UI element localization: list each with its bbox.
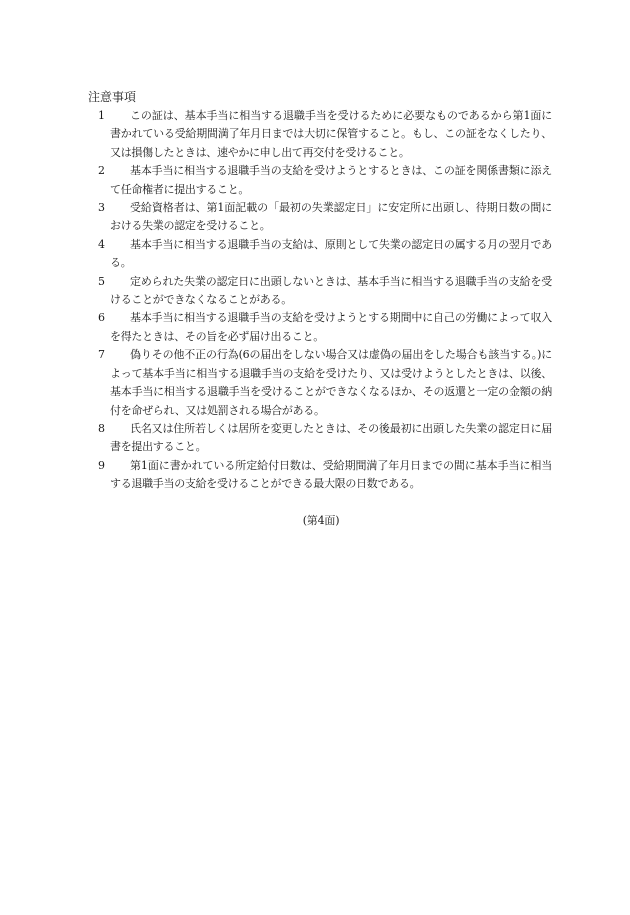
note-item-8 bbox=[88, 420, 552, 457]
note-number: 4 bbox=[98, 237, 105, 251]
notes-heading: 注意事項 bbox=[88, 90, 137, 104]
note-text: 第1面に書かれている所定給付日数は、受給期間満了年月日までの間に基本手当に相当する退職手当の支給を受けることができる最大限の日数である。 bbox=[110, 458, 552, 491]
note-item-3 bbox=[88, 199, 552, 236]
note-number: 6 bbox=[98, 311, 105, 325]
note-text: 基本手当に相当する退職手当の支給を受けようとするときは、この証を関係書類に添えて任命権者に提出すること。 bbox=[110, 164, 552, 196]
note-text: 氏名又は住所若しくは居所を変更したときは、その後最初に出頭した失業の認定日に届書を提出すること。 bbox=[110, 421, 552, 454]
note-number: 1 bbox=[98, 109, 105, 122]
note-number: 8 bbox=[98, 421, 105, 435]
notes-list bbox=[88, 107, 552, 494]
note-number: 7 bbox=[98, 348, 105, 362]
note-text: 定められた失業の認定日に出頭しないときは、基本手当に相当する退職手当の支給を受けることができなくなることがある。 bbox=[110, 274, 552, 307]
document-body bbox=[88, 88, 552, 494]
note-text: 受給資格者は、第1面記載の「最初の失業認定日」に安定所に出頭し、待期日数の間における失業の認定を受けること。 bbox=[110, 201, 552, 233]
note-item-9 bbox=[88, 457, 552, 494]
note-number: 9 bbox=[98, 458, 105, 472]
note-item-5 bbox=[88, 273, 552, 310]
note-item-7 bbox=[88, 346, 552, 420]
note-number: 5 bbox=[98, 274, 105, 288]
note-item-1 bbox=[88, 107, 552, 162]
note-text: 偽りその他不正の行為(6の届出をしない場合又は虚偽の届出をした場合も該当する。)によって基本手当に相当する退職手当の支給を受けたり、又は受けようとしたときは、以後、基本手当に相当する退職手当を受けることができなくなるほか、その返還と一定の金額の納付を命ぜられ、又は処罰される場合がある。 bbox=[110, 348, 552, 417]
page-number: (第4面) bbox=[302, 514, 340, 527]
note-item-2 bbox=[88, 162, 552, 199]
note-item-4 bbox=[88, 236, 552, 273]
note-number: 3 bbox=[98, 201, 105, 215]
note-text: 基本手当に相当する退職手当の支給は、原則として失業の認定日の属する月の翌月である。 bbox=[110, 237, 552, 270]
note-text: 基本手当に相当する退職手当の支給を受けようとする期間中に自己の労働によって収入を得たときは、その旨を必ず届け出ること。 bbox=[110, 311, 552, 343]
note-text: この証は、基本手当に相当する退職手当を受けるために必要なものであるから第1面に書かれている受給期間満了年月日までは大切に保管すること。もし、この証をなくしたり、又は損傷したときは、速やかに申し出て再交付を受けること。 bbox=[110, 109, 552, 159]
note-number: 2 bbox=[98, 164, 105, 178]
note-item-6 bbox=[88, 309, 552, 346]
